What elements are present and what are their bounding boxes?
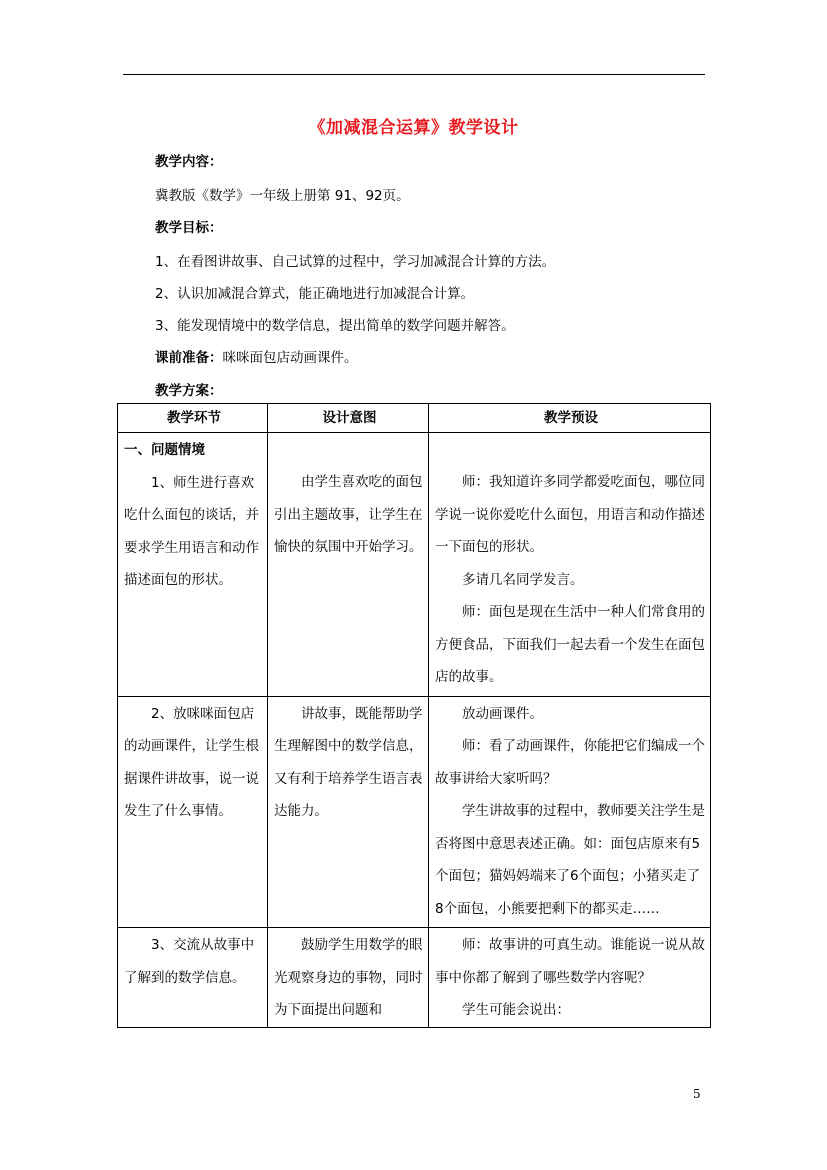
goal-item: 1、在看图讲故事、自己试算的过程中，学习加减混合计算的方法。 — [155, 254, 556, 270]
table-row — [118, 928, 711, 1028]
intent-text: 鼓励学生用数学的眼光观察身边的事物，同时为下面提出问题和 — [274, 937, 423, 1018]
plan-text: 师：故事讲的可真生动。谁能说一说从故事中你都了解到了哪些数学内容呢？ — [435, 937, 705, 986]
intent-text: 由学生喜欢吃的面包引出主题故事，让学生在愉快的氛围中开始学习。 — [274, 474, 423, 555]
plan-text: 放动画课件。 — [462, 705, 543, 722]
section-title: 一、问题情境 — [124, 442, 205, 458]
intent-cell — [268, 696, 429, 928]
page-number: 5 — [693, 1087, 701, 1101]
table-row — [118, 696, 711, 928]
plan-text: 学生讲故事的过程中，教师要关注学生是否将图中意思表述正确。如：面包店原来有5个面包；猫妈妈端来了6个面包；小猪买走了8个面包，小熊要把剩下的都买走…… — [435, 803, 705, 917]
column-header: 教学预设 — [429, 404, 711, 433]
goal-item: 3、能发现情境中的数学信息，提出简单的数学问题并解答。 — [155, 318, 515, 334]
step-cell — [118, 928, 268, 1028]
column-header: 教学环节 — [118, 404, 268, 433]
header-rule — [123, 74, 705, 75]
document-title: 《加减混合运算》教学设计 — [308, 118, 519, 138]
plan-text: 师：看了动画课件，你能把它们编成一个故事讲给大家听吗？ — [435, 738, 705, 787]
table-row — [118, 433, 711, 697]
intent-cell — [268, 433, 429, 697]
plan-text: 学生可能会说出： — [462, 1002, 570, 1018]
goals-label: 教学目标： — [155, 220, 223, 236]
plan-text: 师：我知道许多同学都爱吃面包，哪位同学说一说你爱吃什么面包，用语言和动作描述一下面包的形状。 — [435, 474, 705, 555]
content-text: 冀教版《数学》一年级上册第 91、92页。 — [155, 188, 410, 204]
intent-text: 讲故事，既能帮助学生理解图中的数学信息，又有利于培养学生语言表达能力。 — [274, 705, 423, 819]
prep-label: 课前准备： — [155, 350, 223, 366]
step-cell — [118, 696, 268, 928]
step-text: 3、交流从故事中了解到的数学信息。 — [124, 937, 255, 986]
goal-item: 2、认识加减混合算式，能正确地进行加减混合计算。 — [155, 286, 475, 302]
plan-label: 教学方案： — [155, 383, 223, 399]
plan-text: 多请几名同学发言。 — [462, 571, 584, 588]
step-text: 1、师生进行喜欢吃什么面包的谈话，并要求学生用语言和动作描述面包的形状。 — [124, 474, 259, 588]
plan-cell — [429, 696, 711, 928]
step-text: 2、放咪咪面包店的动画课件，让学生根据课件讲故事，说一说发生了什么事情。 — [124, 705, 259, 819]
teaching-plan-table — [117, 403, 711, 1028]
prep-text: 咪咪面包店动画课件。 — [222, 350, 358, 366]
content-label: 教学内容： — [155, 154, 223, 170]
prep-line — [155, 346, 358, 366]
plan-text: 师：面包是现在生活中一种人们常食用的方便食品，下面我们一起去看一个发生在面包店的故事。 — [435, 604, 705, 685]
column-header: 设计意图 — [268, 404, 429, 433]
table-header-row — [118, 404, 711, 433]
plan-cell — [429, 928, 711, 1028]
step-cell — [118, 433, 268, 697]
intent-cell — [268, 928, 429, 1028]
plan-cell — [429, 433, 711, 697]
